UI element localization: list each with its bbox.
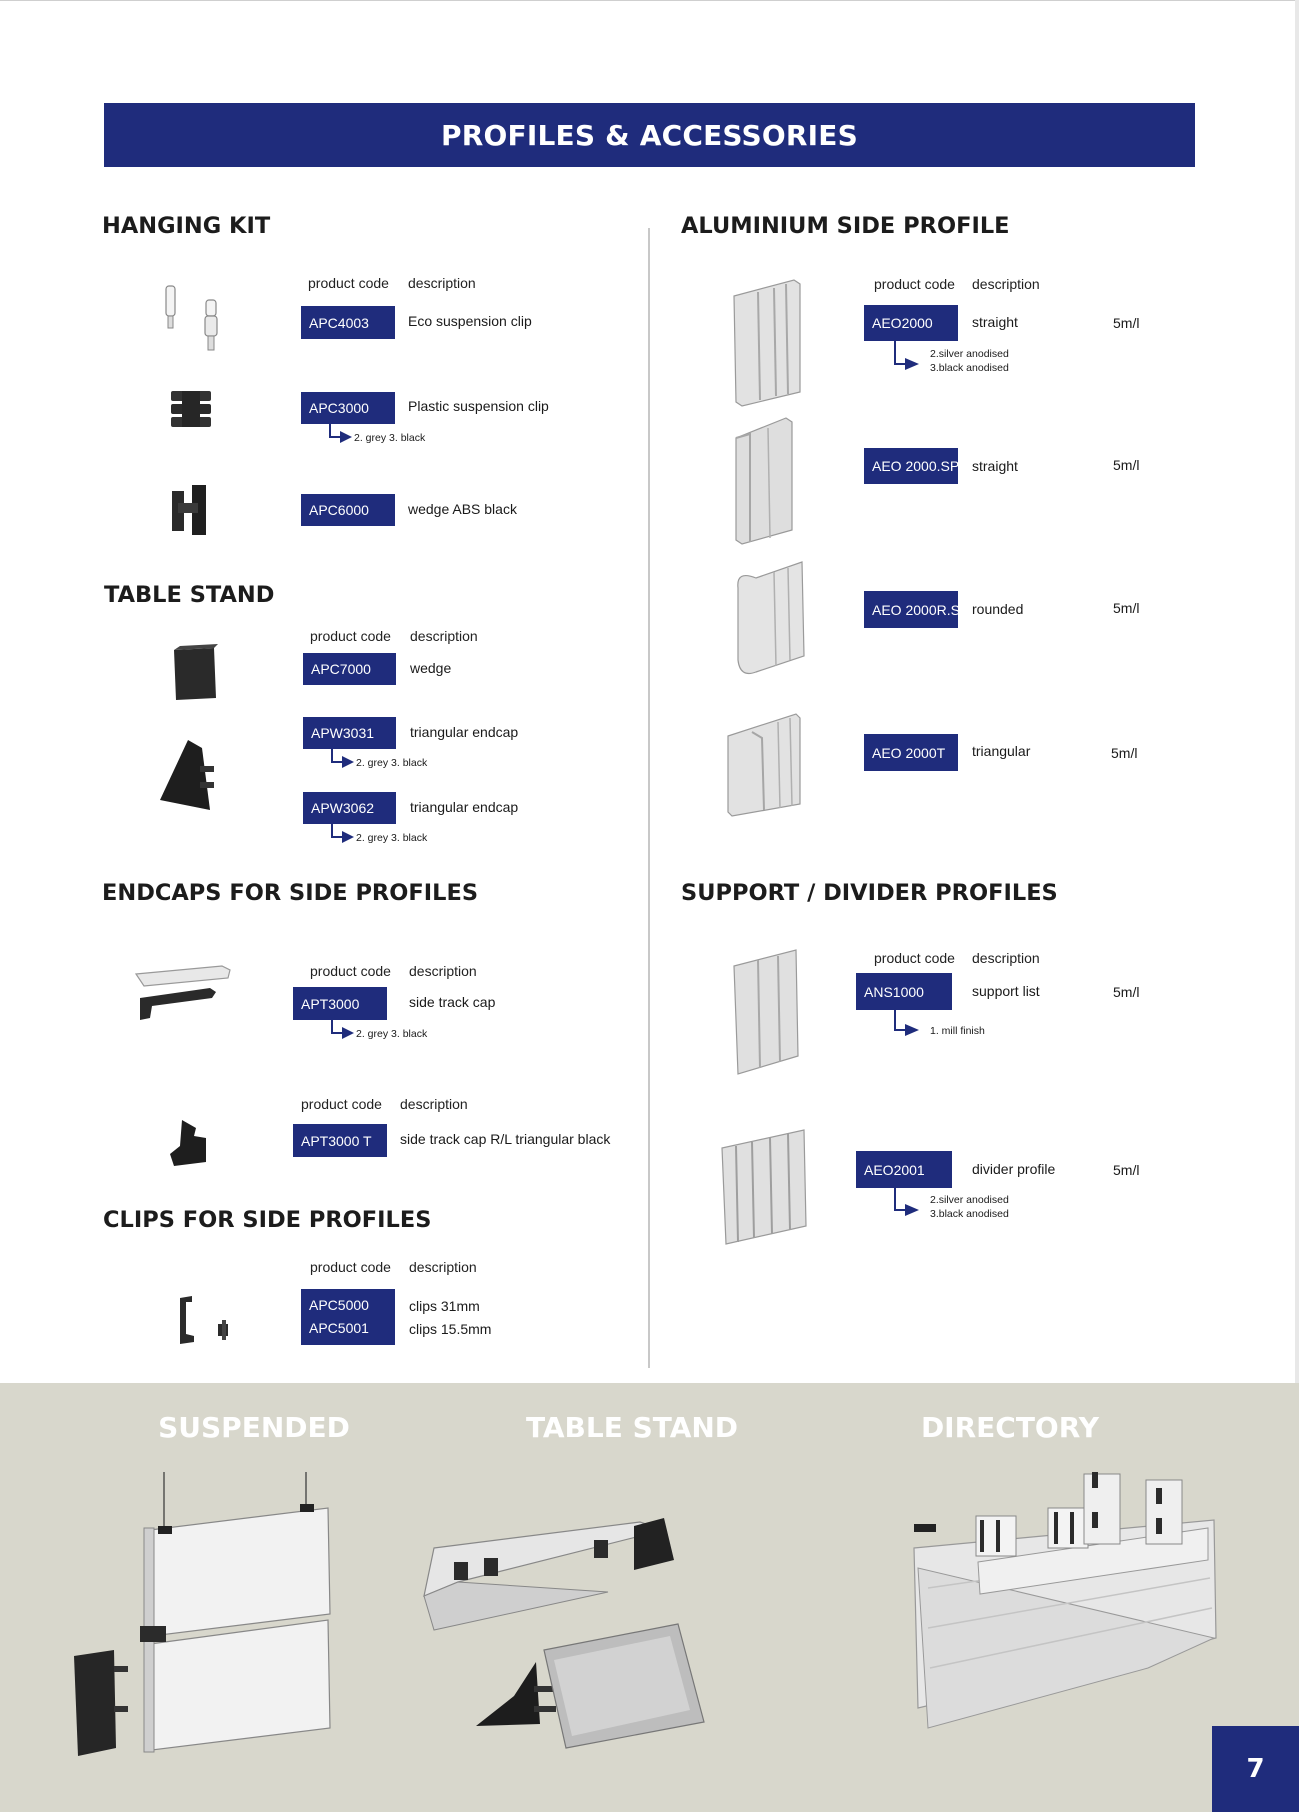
product-description: clips 15.5mm [409,1321,492,1337]
product-code-label: product code [308,275,389,291]
hanging-kit-title: HANGING KIT [102,213,271,239]
table-stand-application-title: TABLE STAND [525,1411,739,1444]
variant-arrow-icon [893,1010,923,1040]
product-code-box: APT3000 [293,987,387,1020]
product-code-label: product code [310,628,391,644]
product-description: wedge ABS black [408,501,517,517]
clips-image [172,1294,240,1346]
variant-options: 2. grey 3. black [356,1028,428,1040]
aluminium-rounded-profile-image [726,560,810,684]
product-description: triangular [972,743,1031,759]
variant-option: 1. mill finish [930,1025,985,1037]
product-code-box: ANS1000 [856,973,952,1010]
clips-code-box [301,1289,395,1345]
page-number: 7 [1246,1754,1265,1784]
product-code-box: APC7000 [303,653,396,685]
clips-title: CLIPS FOR SIDE PROFILES [103,1207,432,1233]
eco-suspension-clip-image [158,282,228,362]
product-code-box: AEO 2000.SP [864,448,958,484]
product-code-label: product code [310,1259,391,1275]
plastic-suspension-clip-image [168,387,216,435]
directory-title: DIRECTORY [920,1411,1100,1444]
variant-option: 3.black anodised [930,362,1009,374]
variant-arrow-icon [330,823,356,845]
table-stand-title: TABLE STAND [104,582,275,608]
variant-option: 2.silver anodised [930,348,1009,360]
table-stand-system-image [394,1500,824,1790]
variant-arrow-icon [330,748,356,770]
suspended-system-image [64,1466,354,1766]
support-list-profile-image [728,946,804,1078]
product-code-box: APW3031 [303,717,396,749]
product-code-box: APC3000 [301,392,395,424]
product-code-label: product code [874,950,955,966]
product-code-label: product code [301,1096,382,1112]
variant-options: 2. grey 3. black [356,757,428,769]
variant-option: 3.black anodised [930,1208,1009,1220]
page-title: PROFILES & ACCESSORIES [441,118,858,152]
triangular-endcap-image [152,736,222,814]
support-divider-title: SUPPORT / DIVIDER PROFILES [681,880,1058,906]
product-code: APC5001 [309,1320,369,1336]
product-code-box: AEO 2000R.SP [864,591,958,628]
description-label: description [409,1259,477,1275]
product-description: triangular endcap [410,724,519,740]
aluminium-side-profile-title: ALUMINIUM SIDE PROFILE [681,213,1010,239]
triangular-side-track-cap-image [166,1116,212,1168]
variant-option: 2.silver anodised [930,1194,1009,1206]
variant-arrow-icon [893,1188,923,1218]
product-code-box: APT3000 T [293,1124,387,1157]
description-label: description [972,950,1040,966]
suspended-title: SUSPENDED [158,1411,350,1444]
product-description: Eco suspension clip [408,313,532,329]
description-label: description [972,276,1040,292]
product-description: wedge [410,660,452,676]
variant-options: 2. grey 3. black [356,832,428,844]
side-track-cap-image [130,962,234,1032]
variant-options [930,1193,1009,1221]
product-code-box: APW3062 [303,792,396,824]
product-code-box: APC6000 [301,494,395,526]
product-length: 5m/l [1111,745,1138,761]
variant-options: 2. grey 3. black [354,432,426,444]
product-length: 5m/l [1113,457,1140,473]
endcaps-title: ENDCAPS FOR SIDE PROFILES [102,880,479,906]
column-divider [648,228,650,1368]
product-code: APC5000 [309,1297,369,1313]
product-description: support list [972,983,1040,999]
product-description: side track cap [409,994,496,1010]
description-label: description [409,963,477,979]
product-code-box: APC4003 [301,306,395,339]
product-description: Plastic suspension clip [408,398,549,414]
clips-descriptions [409,1295,491,1341]
product-length: 5m/l [1113,600,1140,616]
product-description: rounded [972,601,1024,617]
description-label: description [408,275,476,291]
product-description: straight [972,458,1018,474]
divider-profile-image [716,1126,812,1248]
description-label: description [410,628,478,644]
aluminium-straight-profile-image [724,276,806,408]
product-code-box: AEO 2000T [864,734,958,771]
directory-system-image [898,1468,1218,1768]
product-length: 5m/l [1113,984,1140,1000]
wedge-image [166,644,222,704]
product-code-box: AEO2000 [864,305,958,341]
aluminium-triangular-profile-image [722,710,806,818]
page-title-banner [104,103,1195,167]
product-code-label: product code [310,963,391,979]
variant-arrow-icon [328,423,354,445]
product-description: triangular endcap [410,799,519,815]
product-length: 5m/l [1113,315,1140,331]
product-description: clips 31mm [409,1298,480,1314]
page-top-edge [0,0,1299,1]
description-label: description [400,1096,468,1112]
product-description: straight [972,314,1018,330]
product-code-box: AEO2001 [856,1151,952,1188]
product-description: side track cap R/L triangular black [400,1131,611,1147]
product-code-label: product code [874,276,955,292]
aluminium-straight-sp-profile-image [728,416,798,546]
variant-arrow-icon [893,340,923,370]
wedge-abs-image [168,483,212,537]
product-description: divider profile [972,1161,1056,1177]
page-number-box [1212,1726,1299,1812]
product-length: 5m/l [1113,1162,1140,1178]
variant-arrow-icon [330,1019,356,1041]
variant-options [930,347,1009,375]
